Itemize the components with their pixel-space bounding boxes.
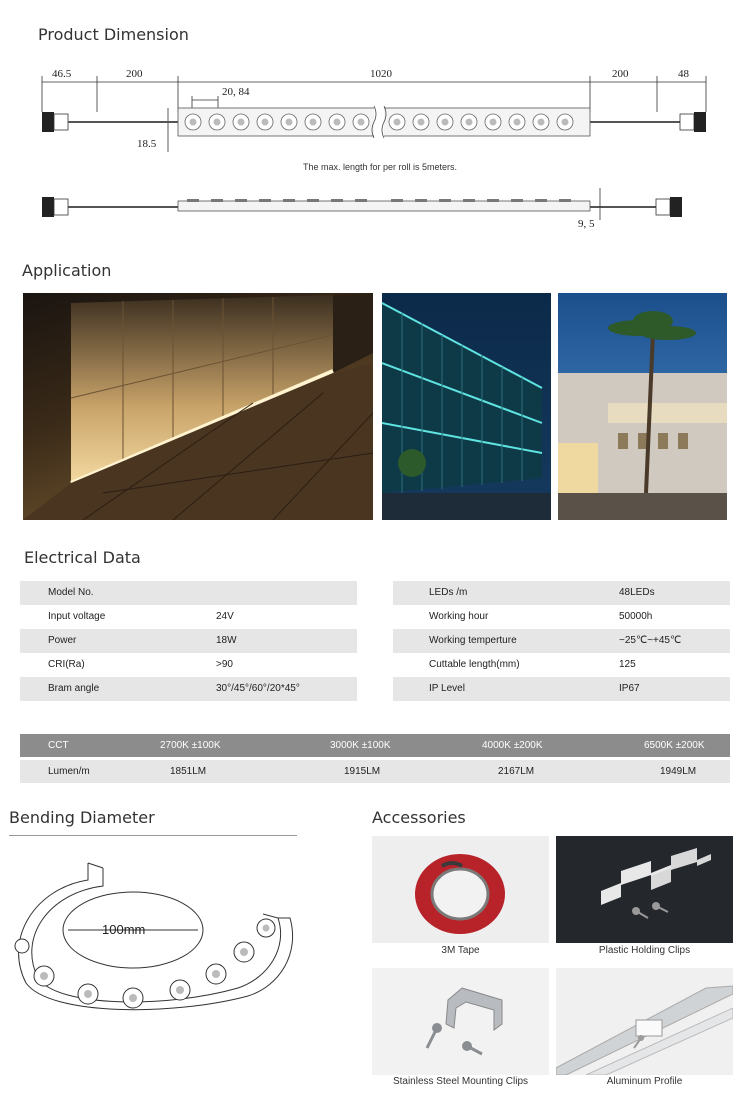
spec-value: 50000h: [619, 611, 653, 622]
cct-header-cell: 6500K ±200K: [644, 740, 705, 751]
spec-row: [393, 605, 730, 629]
lumen-cell: 1851LM: [170, 766, 207, 777]
spec-value: IP67: [619, 683, 640, 694]
bending-divider: [9, 835, 297, 836]
lumen-label: Lumen/m: [48, 766, 90, 777]
spec-label: LEDs /m: [429, 587, 468, 598]
accessory-label: Stainless Steel Mounting Clips: [392, 1076, 529, 1087]
application-photo-villa: [558, 293, 727, 520]
electrical-table-left: [20, 581, 357, 701]
spec-row: [393, 581, 730, 605]
spec-row: [20, 605, 357, 629]
spec-label: Working temperture: [429, 635, 517, 646]
lumen-row: [20, 760, 730, 783]
spec-value: 125: [619, 659, 636, 670]
spec-label: CRI(Ra): [48, 659, 85, 670]
electrical-data-title: Electrical Data: [24, 548, 141, 567]
spec-label: Bram angle: [48, 683, 100, 694]
lumen-cell: 2167LM: [498, 766, 535, 777]
spec-row: [393, 677, 730, 701]
electrical-table-right: [393, 581, 730, 701]
application-title: Application: [22, 261, 112, 280]
spec-value: 48LEDs: [619, 587, 655, 598]
dim-connector-right: 48: [678, 68, 689, 80]
cct-header-cell: 3000K ±100K: [330, 740, 391, 751]
accessory-image-3m-tape: [372, 836, 549, 943]
spec-value: 24V: [216, 611, 234, 622]
spec-label: Cuttable length(mm): [429, 659, 520, 670]
dim-connector-left: 46.5: [52, 68, 72, 80]
accessory-label: Plastic Holding Clips: [598, 945, 691, 956]
spec-row: [20, 629, 357, 653]
spec-row: [393, 629, 730, 653]
spec-row: [20, 653, 357, 677]
dimension-drawing: [0, 60, 750, 240]
lumen-cell: 1949LM: [660, 766, 697, 777]
bending-diameter-title: Bending Diameter: [9, 808, 155, 827]
spec-row: [20, 677, 357, 701]
accessory-label: 3M Tape: [441, 945, 480, 956]
accessories-title: Accessories: [372, 808, 466, 827]
dim-lead-left: 200: [126, 68, 143, 80]
accessory-label: Aluminum Profile: [606, 1076, 683, 1087]
spec-value: −25℃~+45℃: [619, 635, 682, 646]
roll-length-note: The max. length for per roll is 5meters.: [303, 162, 458, 172]
bending-illustration: [8, 858, 298, 1018]
application-photo-wall: [23, 293, 373, 520]
cct-header-row: [20, 734, 730, 757]
spec-label: Input voltage: [48, 611, 106, 622]
dim-strip-length: 1020: [370, 68, 392, 80]
spec-label: Working hour: [429, 611, 489, 622]
dim-width: 18.5: [137, 138, 157, 150]
spec-label: IP Level: [429, 683, 465, 694]
strip-side-view: [42, 188, 682, 220]
strip-top-view: [42, 104, 706, 140]
spec-label: Power: [48, 635, 77, 646]
cct-header-cell: 2700K ±100K: [160, 740, 221, 751]
spec-row: [20, 581, 357, 605]
dim-lead-right: 200: [612, 68, 629, 80]
spec-label: Model No.: [48, 587, 94, 598]
application-photo-building: [382, 293, 551, 520]
lumen-cell: 1915LM: [344, 766, 381, 777]
cct-header-cell: 4000K ±200K: [482, 740, 543, 751]
spec-value: 30°/45°/60°/20*45°: [216, 683, 300, 694]
accessory-image-steel-clips: [372, 968, 549, 1075]
dim-height: 9, 5: [578, 218, 595, 230]
dim-led-pitch: 20, 84: [222, 86, 250, 98]
spec-row: [393, 653, 730, 677]
spec-value: 18W: [216, 635, 237, 646]
spec-value: >90: [216, 659, 233, 670]
cct-header-label: CCT: [48, 740, 69, 751]
product-dimension-title: Product Dimension: [38, 25, 189, 44]
bending-diameter-label: 100mm: [102, 922, 146, 937]
accessory-image-aluminum-profile: [556, 968, 733, 1075]
accessory-image-plastic-clips: [556, 836, 733, 943]
